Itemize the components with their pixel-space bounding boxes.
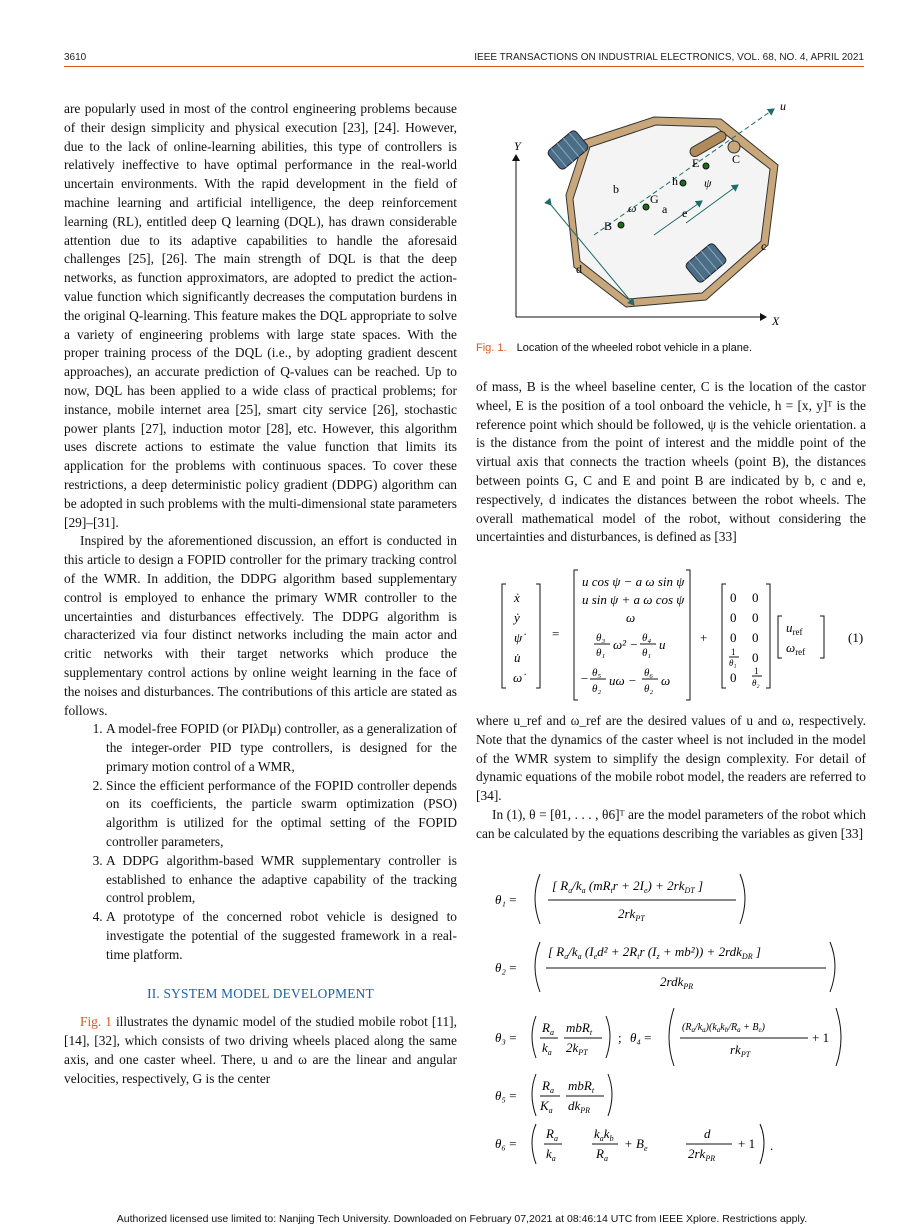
point-h [680,180,686,186]
svg-text:Ra: $R_a$ [596,1146,608,1163]
svg-text:+ 1: + 1 [812,1030,830,1045]
svg-text:+ 1: + 1 [738,1136,756,1151]
svg-text:θ₆: θ₆ [644,667,654,679]
point-B [618,222,624,228]
svg-text:;: ; [618,1030,622,1045]
svg-text:2rdkPR: 2rdk$_{PR}$ [660,974,694,991]
svg-text:ψ̇: ψ̇ [514,630,523,645]
svg-text:ka: $k_a$ [546,1146,556,1163]
svg-text:[ Ra/ka (Ied² + 2Rtr (Iz + mb²: [ $R_a/k_a$ ($I_ed^2 + 2R_tr$ $(I_z + mb^2)) + 2rdk_{DR}$ ] [548,944,761,961]
robot-body-top [573,125,770,299]
svg-text:Ra: $R_a$ [546,1126,558,1143]
label-omega: ω [628,201,637,215]
svg-text:dkPR: $dk_{PR}$ [568,1098,591,1115]
label-E: E [692,156,700,170]
figure-link[interactable]: Fig. 1 [80,1014,112,1030]
label-Y: Y [514,139,521,153]
svg-text:θ₁: θ₁ [596,647,606,659]
figure-caption [476,342,752,354]
right-column [476,378,866,547]
svg-text:0: 0 [752,610,759,625]
svg-text:Ra: $R_a$ [542,1020,554,1037]
svg-text:0: 0 [730,630,737,645]
label-B: B [604,219,613,233]
svg-text:θ₅: θ₅ [592,667,602,679]
svg-text:θ₁: θ₁ [729,658,737,668]
journal-title: IEEE TRANSACTIONS ON INDUSTRIAL ELECTRONICS, VOL. 68, NO. 4, APRIL 2021 [474,52,864,63]
list-item: 2. Since the efficient performance of the FOPID controller depends on its coefficients, the particle swarm optimization (PSO) algorithm is utilized for the optimal setting of the FOPID controller parameters, [106,777,457,852]
list-item: 1. A model-free FOPID (or PIλDμ) controller, as a generalization of the integer-order PID type controllers, is designed for the primary motion control of a WMR, [106,720,457,776]
svg-text:θ₁: θ₁ [642,647,652,659]
svg-text:−: − [580,671,589,686]
svg-text:uω −: uω − [609,673,637,688]
list-item: 3. A DDPG algorithm-based WMR supplementary controller is established to enhance the adaptive capability of the tracking control problem, [106,852,457,908]
paragraph-system-model [64,1013,457,1088]
label-e: e [682,206,688,220]
label-b: b [613,182,619,196]
svg-text:θ₅ =: θ₅ = [495,1088,517,1103]
svg-text:=: = [552,626,560,641]
svg-text:θ₁ =: θ₁ = [495,892,517,907]
svg-text:θ₄ =: θ₄ = [630,1030,652,1045]
point-E [703,163,709,169]
paragraph-parameters: In (1), θ = [θ1, . . . , θ6]ᵀ are the model parameters of the robot which can be calculated by the equations describing the variables as given [33] [476,806,866,841]
equation-1 [496,566,866,706]
label-u: u [780,99,786,113]
svg-text:+ Be: + $B_e$ [624,1136,648,1153]
svg-text:θ₃ =: θ₃ = [495,1030,517,1045]
label-psi: ψ [704,176,712,190]
svg-text:(Ra/ka)(kakb/Ra + Be): $(R_a/k_a)(k_ak_b/R_a + B_e)$ [682,1022,765,1034]
svg-text:+: + [700,630,708,645]
svg-text:1: 1 [731,647,736,657]
page-number: 3610 [64,52,87,63]
svg-text:θ₃: θ₃ [596,632,606,644]
svg-text:mbRt: mbR$_t$ [566,1020,593,1037]
svg-text:ω² −: ω² − [613,637,639,652]
svg-text:2rkPR: $2rk_{PR}$ [688,1146,716,1163]
figure-caption-text: Location of the wheeled robot vehicle in a plane. [516,342,753,354]
label-d: d [576,262,582,276]
svg-text:0: 0 [752,630,759,645]
svg-text:u: u [659,637,666,652]
paragraph-intro: are popularly used in most of the control engineering problems because of their design simplicity and physical execution [23], [24]. However, due to the lack of online-learning abilities, this type of controllers is relatively ineffective to have optimal performance in the real-world uncertain environments. With the rapid development in the field of machine learning and artificial intelligence, the deep reinforcement learning (RL), entitled deep Q learning (DQL), has drawn considerable attention due to its adaptive capabilities to handle the aforesaid challenges [25], [26]. The main strength of DQL is that the deep networks, as function approximators, are adopted to predict the action-value function which significantly decreases the computation burdens in the original Q-learning. This feature makes the DQL appropriate to solve a variety of engineering problems with large state spaces. With the proper training process of the DQL (i.e., by adopting gradient descent approaches), an accurate prediction of Q-values can be reached. Up to now, DQL has been applied to a wide class of practical problems; for instance, mobile internet area [25], smart city service [26], stochastic power plants [27], induction motor [28], etc. However, this algorithm uses discrete actions to estimate the value function that limits its application for the problems with continuous spaces. To cover these restrictions, a deep deterministic policy gradient (DDPG) algorithm can be adopted in such problems with the multi-dimensional state parameters [29]–[31]. [64,101,457,530]
theta-equations [490,868,866,1168]
svg-text:ω: ω [661,673,671,688]
paragraph-inspired: Inspired by the aforementioned discussion, an effort is conducted in this article to design a FOPID controller for the primary tracking control of the WMR. In addition, the DDPG algorithm based supplementary control is employed to enhance the primary WMR controller to the uncertainties and disturbances effectively. The DDPG algorithm is characterized via four distinct networks including the main actor and critic networks with their target networks which produce the supplementary control actions by online weight learning in the face of the noises and disturbances. The contributions of this article are stated as follows. [64,533,457,718]
contributions-list [64,720,457,964]
svg-text:rkPT: $rk_{PT}$ [730,1042,751,1059]
point-G [643,204,649,210]
svg-text:1: 1 [754,666,759,676]
label-a: a [662,202,668,216]
label-h: h [672,174,678,188]
svg-text:u cos ψ − a ω sin ψ: u cos ψ − a ω sin ψ [582,574,685,589]
svg-text:[ Ra/ka (mRtr + 2Ie) + 2rkDT ]: [ $R_a/k_a$ $(mR_tr + 2I_e) + 2rk_{DT}$ ] [552,878,704,895]
paragraph-text: illustrates the dynamic model of the studied mobile robot [11], [14], [32], which consists of two driving wheels placed along the same axis, and one caster wheel. There, u and ω are the linear and angular velocities, respectively, G is the center [64,1014,457,1086]
list-item: 4. A prototype of the concerned robot vehicle is designed to investigate the potential of the suggested framework in a real-time platform. [106,908,457,964]
label-c: c [761,239,767,253]
svg-text:d: d [704,1126,711,1141]
header-rule [64,66,864,67]
svg-text:uref: $u_{ref}$ [786,620,803,637]
paragraph-definitions: of mass, B is the wheel baseline center, C is the location of the castor wheel, E is the position of a tool onboard the vehicle, h = [x, y]ᵀ is the reference point which should be followed, ψ is the vehicle orientation. a is the distance from the point of interest and the middle point of the virtual axis that connects the traction wheels (point B), the distances between points G, C and E and point B are indicated by b, c and e, respectively, d indicates the distances between the robot wheels. The overall mathematical model of the robot, without considering the uncertainties and disturbances, is defined as [33] [476,379,866,545]
svg-text:ka: $k_a$ [542,1040,552,1057]
section-title: II. SYSTEM MODEL DEVELOPMENT [147,985,374,1001]
svg-text:ωref: $\omega_{ref}$ [786,640,806,657]
paragraph-where: where u_ref and ω_ref are the desired values of u and ω, respectively. Note that the dynamics of the caster wheel is not included in the model of the WMR system to simplify the design complexity. For detail of dynamic equations of the mobile robot model, the readers are referred to [34]. [476,713,866,804]
svg-text:u̇: u̇ [514,650,521,665]
svg-text:2kPT: $2k_{PT}$ [566,1040,588,1057]
svg-text:0: 0 [752,590,759,605]
svg-text:Ra: $R_a$ [542,1078,554,1095]
svg-text:0: 0 [730,670,737,685]
svg-text:0: 0 [752,650,759,665]
svg-text:θ₄: θ₄ [642,632,652,644]
svg-text:2rkPT: $2rk_{PT}$ [618,906,645,923]
right-column-continued [476,712,866,844]
svg-text:θ₂ =: θ₂ = [495,960,517,975]
equation-1-number: (1) [848,630,864,645]
svg-text:θ₆ =: θ₆ = [495,1136,517,1151]
robot-figure [476,95,866,340]
equation-1-graphic [496,566,866,706]
label-X: X [772,314,780,328]
svg-text:u sin ψ + a ω cos ψ: u sin ψ + a ω cos ψ [582,592,685,607]
label-C: C [732,152,741,166]
svg-text:kakb: $k_ak_b$ [594,1126,614,1143]
left-column [64,100,457,1089]
svg-text:mbRt: mbR$_t$ [568,1078,595,1095]
svg-text:.: . [770,1138,774,1153]
svg-text:ω: ω [626,610,636,625]
label-G: G [650,192,659,206]
svg-text:0: 0 [730,610,737,625]
svg-text:0: 0 [730,590,737,605]
footer-notice: Authorized licensed use limited to: Nanjing Tech University. Downloaded on February 07,2021 at 08:46:14 UTC from IEEE Xplore. Restrictions apply. [116,1213,808,1225]
svg-text:Ka: $K_a$ [540,1098,553,1115]
svg-text:θ₂: θ₂ [644,683,654,695]
svg-text:ẋ: ẋ [514,590,520,605]
svg-text:ω̇: ω̇ [513,670,523,685]
figure-caption-label: Fig. 1. [476,342,507,354]
svg-text:θ₂: θ₂ [752,678,760,688]
svg-text:ẏ: ẏ [514,610,520,625]
svg-text:θ₂: θ₂ [592,683,602,695]
